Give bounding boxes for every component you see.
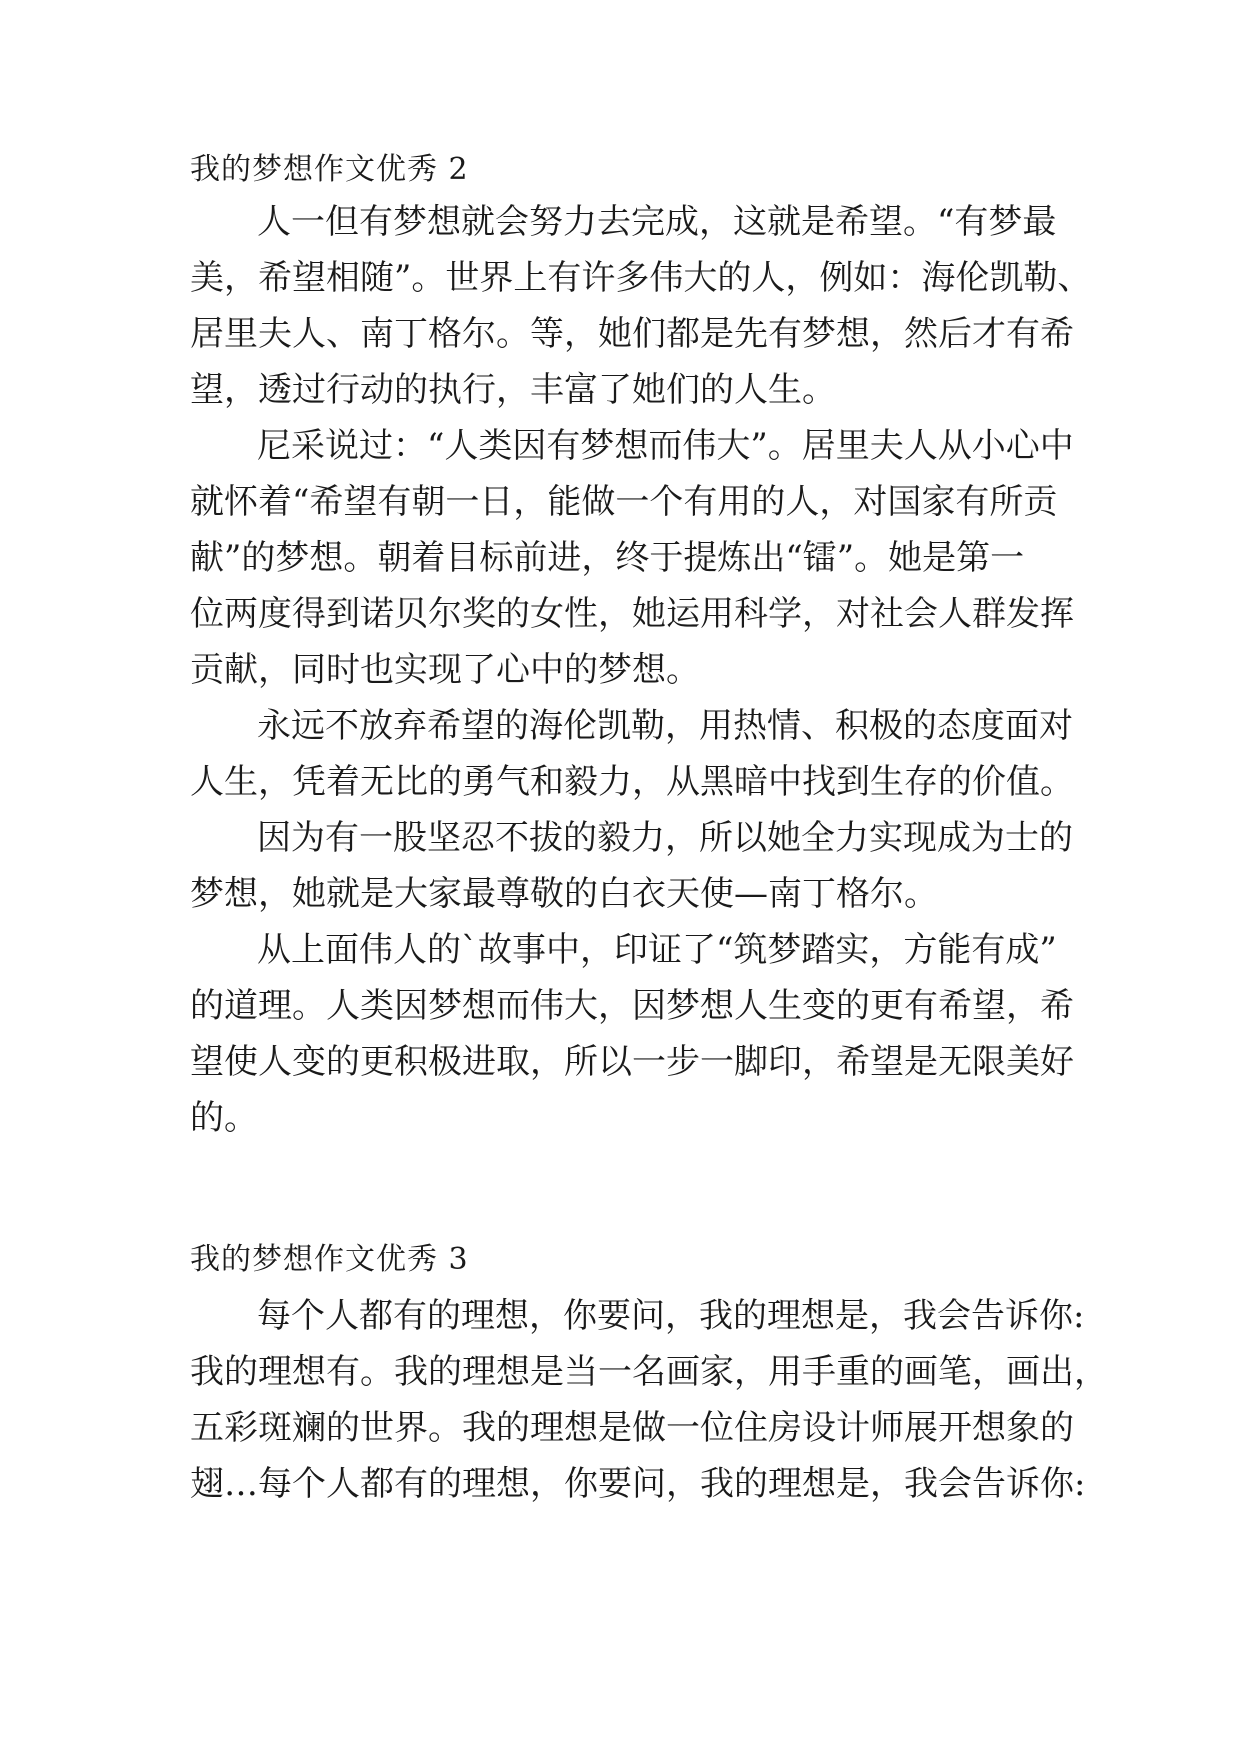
- section-title: 我的梦想作文优秀 3: [190, 1242, 469, 1277]
- text-line: 五彩斑斓的世界。我的理想是做一位住房设计师展开想象的: [190, 1408, 1074, 1448]
- text-line: 的道理。人类因梦想而伟大，因梦想人生变的更有希望，希: [190, 986, 1074, 1026]
- text-line: 献”的梦想。朝着目标前进，终于提炼出“镭”。她是第一: [190, 538, 1025, 578]
- text-line: 就怀着“希望有朝一日，能做一个有用的人，对国家有所贡: [190, 482, 1058, 522]
- text-line: 位两度得到诺贝尔奖的女性，她运用科学，对社会人群发挥: [190, 594, 1074, 634]
- text-line: 望使人变的更积极进取，所以一步一脚印，希望是无限美好: [190, 1042, 1074, 1082]
- text-line: 每个人都有的理想，你要问，我的理想是，我会告诉你:: [257, 1296, 1085, 1336]
- text-line: 居里夫人、南丁格尔。等，她们都是先有梦想，然后才有希: [190, 314, 1074, 354]
- text-line: 人一但有梦想就会努力去完成，这就是希望。“有梦最: [257, 202, 1057, 242]
- text-line: 因为有一股坚忍不拔的毅力，所以她全力实现成为士的: [257, 818, 1073, 858]
- text-line: 的。: [190, 1098, 258, 1138]
- text-line: 翅…每个人都有的理想，你要问，我的理想是，我会告诉你:: [190, 1464, 1086, 1504]
- text-line: 人生，凭着无比的勇气和毅力，从黑暗中找到生存的价值。: [190, 762, 1074, 802]
- text-line: 从上面伟人的`故事中，印证了“筑梦踏实，方能有成”: [257, 930, 1057, 970]
- text-line: 我的理想有。我的理想是当一名画家，用手重的画笔，画出，: [190, 1352, 1108, 1392]
- text-line: 美，希望相随”。世界上有许多伟大的人，例如：海伦凯勒、: [190, 258, 1092, 298]
- text-line: 贡献，同时也实现了心中的梦想。: [190, 650, 700, 690]
- section-title: 我的梦想作文优秀 2: [190, 152, 469, 187]
- text-line: 望，透过行动的执行，丰富了她们的人生。: [190, 370, 836, 410]
- text-line: 尼采说过：“人类因有梦想而伟大”。居里夫人从小心中: [257, 426, 1074, 466]
- text-line: 梦想，她就是大家最尊敬的白衣天使—南丁格尔。: [190, 874, 938, 914]
- text-line: 永远不放弃希望的海伦凯勒，用热情、积极的态度面对: [257, 706, 1073, 746]
